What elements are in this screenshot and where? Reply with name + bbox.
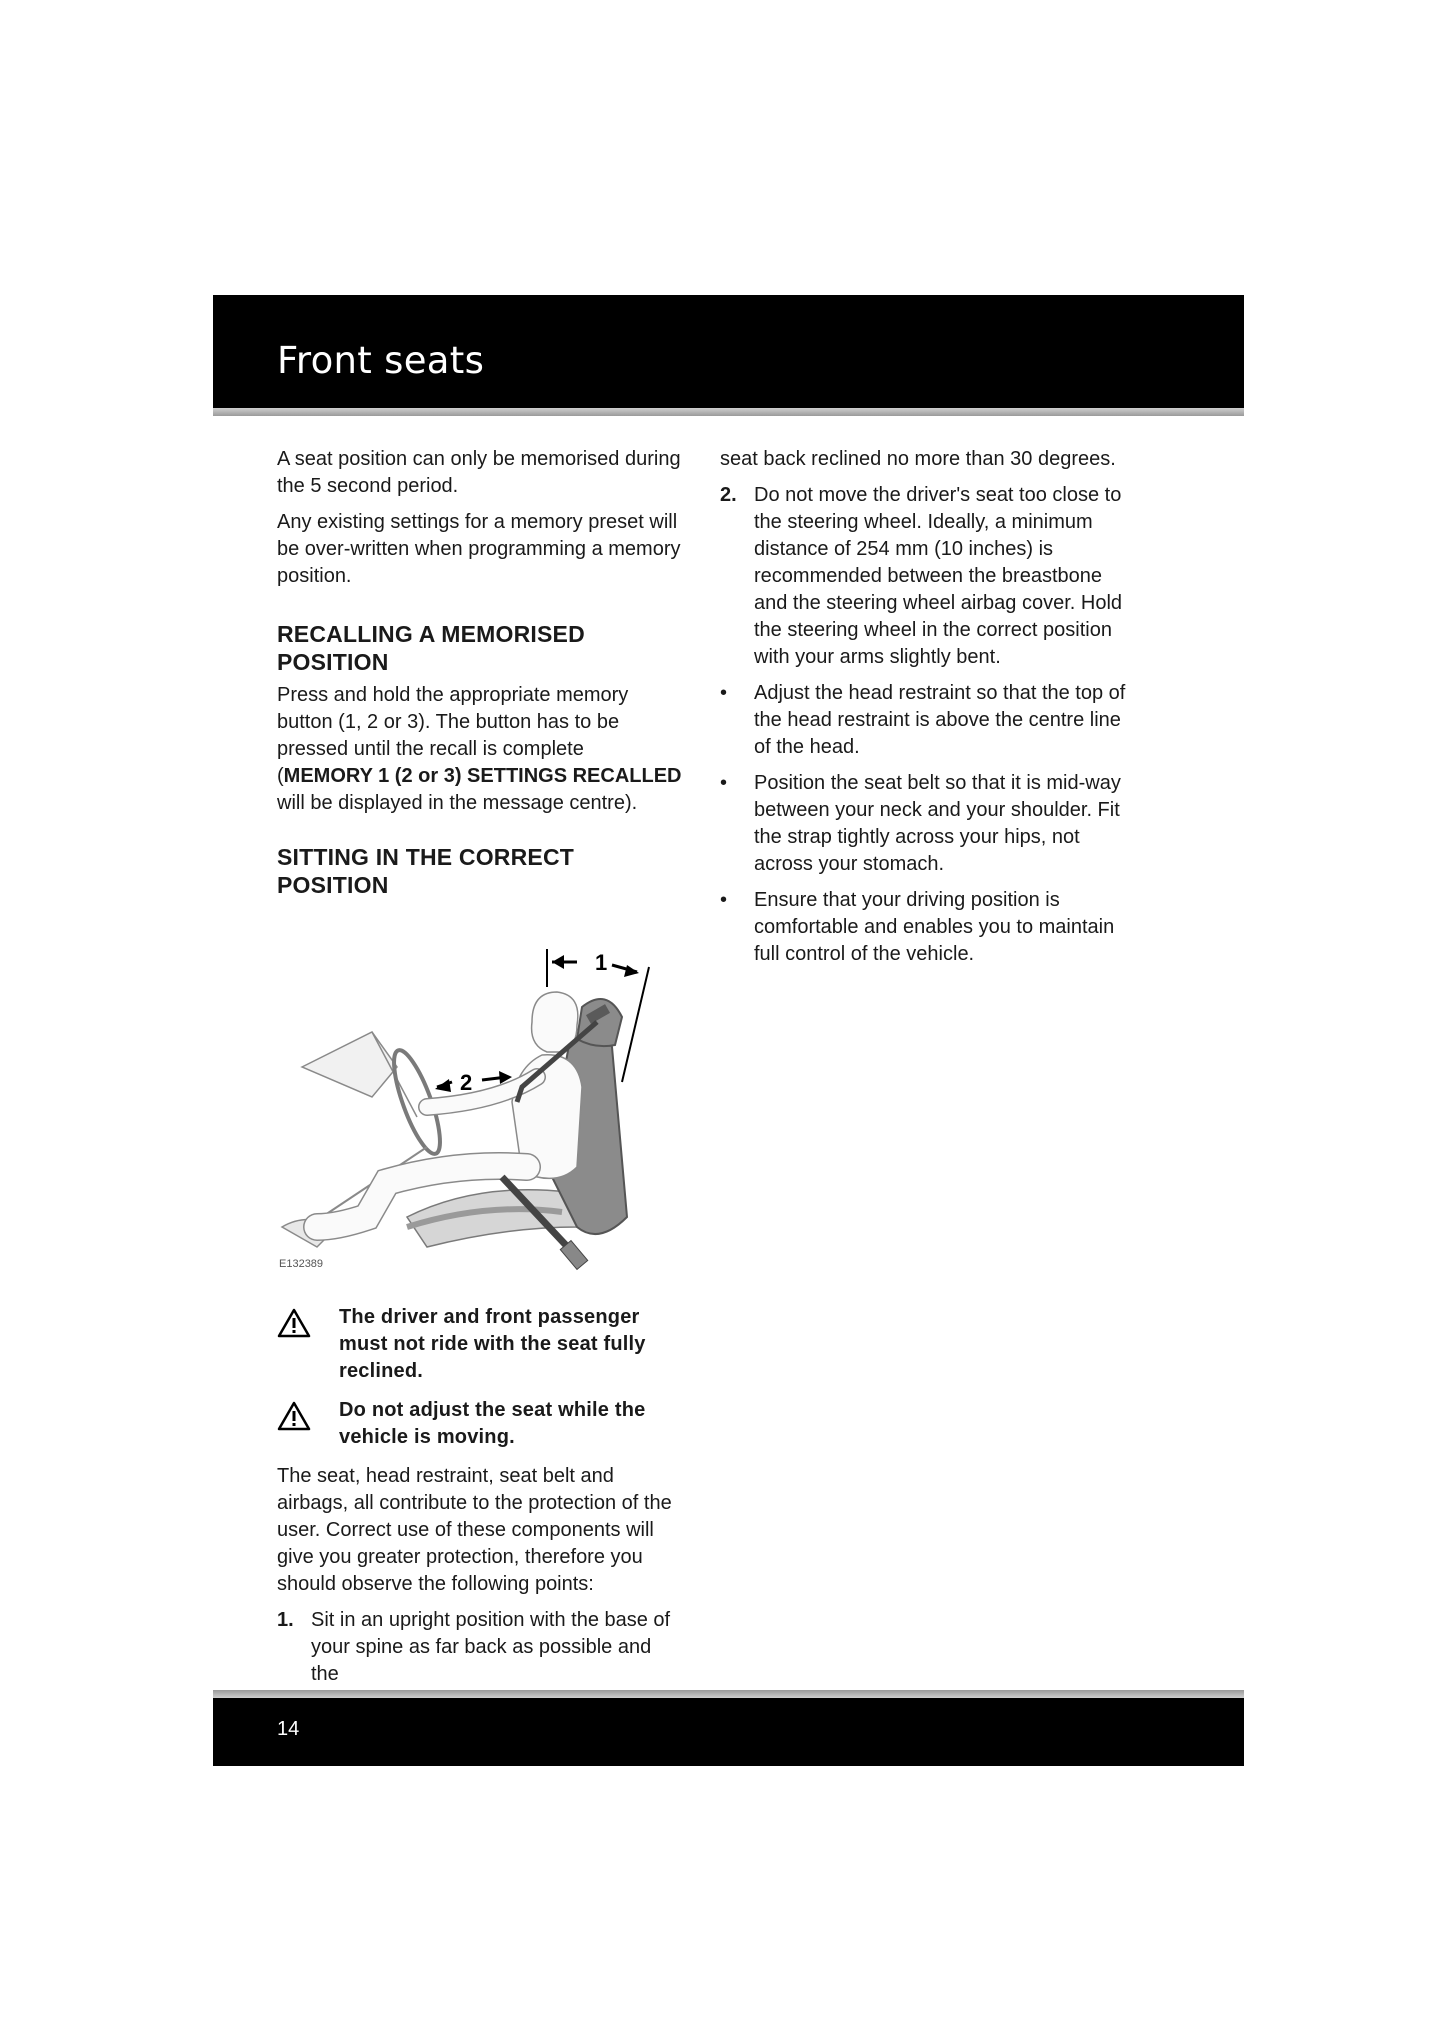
page-number: 14 (277, 1718, 300, 1740)
figure-reference: E132389 (279, 1258, 324, 1270)
recall-text-a: Press and hold the appropriate memory button (1, 2 or 3). The button has to be pressed until the recall is complete ( (277, 684, 629, 787)
warning-reclined-text: The driver and front passenger must not ride with the seat fully reclined. (339, 1306, 646, 1382)
list-item-1 (277, 1607, 682, 1688)
warning-triangle-icon (277, 1401, 311, 1431)
list-number-1: 1. (277, 1609, 294, 1631)
list-number-2: 2. (720, 484, 737, 506)
footer-bar (213, 1698, 1244, 1766)
bullet-icon: • (720, 889, 728, 911)
heading-recalling: RECALLING A MEMORISED POSITION (277, 621, 585, 675)
recall-message: MEMORY 1 (2 or 3) SETTINGS RECALLED (283, 765, 682, 787)
page-title: Front seats (277, 339, 485, 382)
list-item-2 (720, 482, 1130, 671)
bullet-icon: • (720, 682, 728, 704)
header-bar (213, 295, 1244, 408)
protection-intro: The seat, head restraint, seat belt and airbags, all contribute to the protection of the user. Correct use of these components will give you greater protection, therefore you should observe the following points: (277, 1465, 672, 1595)
bullet-seat-belt-text: Position the seat belt so that it is mid-way between your neck and your shoulder. Fit the strap tightly across your hips, not across your stomach. (754, 772, 1121, 875)
recall-text-c: will be displayed in the message centre). (277, 792, 638, 814)
heading-sitting: SITTING IN THE CORRECT POSITION (277, 844, 575, 898)
recall-instructions (277, 682, 682, 817)
dimension-label-2: 2 (460, 1070, 473, 1095)
warning-reclined (277, 1304, 682, 1385)
left-column (277, 446, 682, 1697)
bullet-driving-position-text: Ensure that your driving position is comfortable and enables you to maintain full control of the vehicle. (754, 889, 1115, 965)
warning-moving-text: Do not adjust the seat while the vehicle is moving. (339, 1399, 646, 1448)
warning-triangle-icon (277, 1308, 311, 1338)
right-column (720, 446, 1130, 977)
bullet-driving-position (720, 887, 1130, 968)
seating-position-illustration (277, 927, 679, 1274)
footer-divider (213, 1690, 1244, 1698)
overwrite-note: Any existing settings for a memory preset will be over-written when programming a memory position. (277, 511, 681, 587)
list-item-1-text: Sit in an upright position with the base of your spine as far back as possible and the (311, 1609, 671, 1685)
bullet-icon: • (720, 772, 728, 794)
header-divider (213, 408, 1244, 416)
bullet-seat-belt (720, 770, 1130, 878)
bullet-head-restraint (720, 680, 1130, 761)
memorise-period-note: A seat position can only be memorised during the 5 second period. (277, 448, 681, 497)
dimension-label-1: 1 (595, 950, 608, 975)
list-item-1-continued: seat back reclined no more than 30 degrees. (720, 448, 1116, 470)
list-item-2-text: Do not move the driver's seat too close to the steering wheel. Ideally, a minimum distance of 254 mm (10 inches) is recommended between the breastbone and the steering wheel airbag cover. Hold the steering wheel in the correct position with your arms slightly bent. (754, 484, 1123, 668)
bullet-head-restraint-text: Adjust the head restraint so that the top of the head restraint is above the centre line of the head. (754, 682, 1126, 758)
warning-moving (277, 1397, 682, 1451)
